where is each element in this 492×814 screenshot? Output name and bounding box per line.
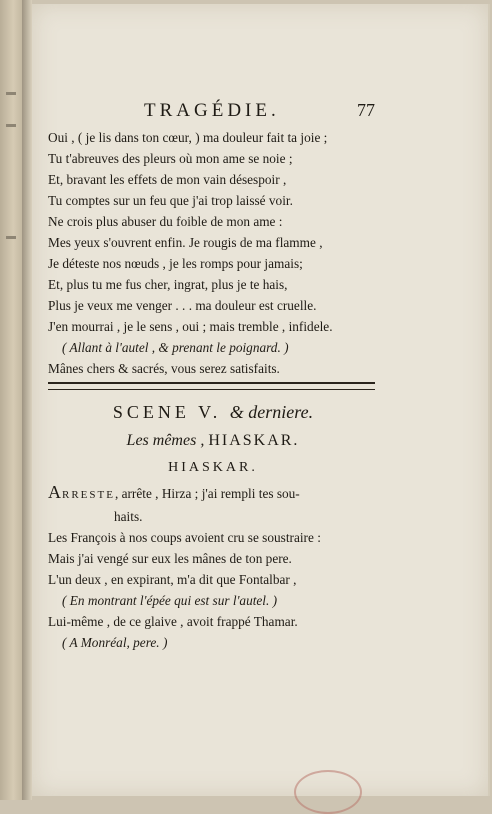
speech-first-line-text: , arrête , Hirza ; j'ai rempli tes sou- bbox=[114, 486, 300, 501]
small-caps-word: RRESTE bbox=[62, 489, 115, 501]
scene-divider-rule bbox=[48, 382, 375, 390]
verse-line: Tu t'abreuves des pleurs où mon ame se noie ; bbox=[48, 151, 293, 166]
facing-page-edge bbox=[0, 0, 22, 800]
drop-cap: A bbox=[48, 482, 62, 502]
scene-title bbox=[32, 402, 394, 423]
verse-line: Mes yeux s'ouvrent enfin. Je rougis de ma flamme , bbox=[48, 235, 323, 250]
verse-block-bottom bbox=[48, 482, 378, 653]
library-stamp bbox=[294, 770, 362, 814]
verse-block-top bbox=[48, 127, 378, 379]
page-number: 77 bbox=[357, 100, 375, 120]
ink-mark bbox=[6, 124, 16, 127]
verse-line: Et, bravant les effets de mon vain désespoir , bbox=[48, 172, 287, 187]
verse-line: Mânes chers & sacrés, vous serez satisfaits. bbox=[48, 361, 280, 376]
verse-line: Tu comptes sur un feu que j'ai trop laissé voir. bbox=[48, 193, 293, 208]
page-header bbox=[32, 100, 488, 124]
ink-mark bbox=[6, 92, 16, 95]
scene-number: SCENE V. bbox=[112, 402, 222, 422]
verse-line: Je déteste nos nœuds , je les romps pour jamais; bbox=[48, 256, 303, 271]
ink-mark bbox=[6, 236, 16, 239]
verse-line: Et, plus tu me fus cher, ingrat, plus je te hais, bbox=[48, 277, 288, 292]
book-page bbox=[32, 4, 490, 796]
verse-line: Les François à nos coups avoient cru se soustraire : bbox=[48, 530, 321, 545]
verse-line: Lui-même , de ce glaive , avoit frappé Thamar. bbox=[48, 614, 298, 629]
verse-line: Oui , ( je lis dans ton cœur, ) ma douleur fait ta joie ; bbox=[48, 130, 328, 145]
characters-line bbox=[32, 432, 394, 450]
verse-line: L'un deux , en expirant, m'a dit que Fontalbar , bbox=[48, 572, 297, 587]
book-gutter bbox=[22, 0, 32, 800]
verse-line: J'en mourrai , je le sens , oui ; mais tremble , infidele. bbox=[48, 319, 333, 334]
character-name: HIASKAR. bbox=[208, 432, 300, 449]
speech-first-line bbox=[48, 482, 378, 506]
verse-line: Mais j'ai vengé sur eux les mânes de ton pere. bbox=[48, 551, 292, 566]
stage-direction: ( En montrant l'épée qui est sur l'autel. ) bbox=[62, 593, 278, 608]
characters-prefix: Les mêmes , bbox=[126, 432, 205, 449]
stage-direction: ( Allant à l'autel , & prenant le poignard. ) bbox=[62, 340, 289, 355]
running-title: TRAGÉDIE. bbox=[144, 100, 280, 121]
verse-line: Ne crois plus abuser du foible de mon ame : bbox=[48, 214, 283, 229]
verse-line: Plus je veux me venger . . . ma douleur est cruelle. bbox=[48, 298, 317, 313]
stage-direction: ( A Monréal, pere. ) bbox=[62, 635, 168, 650]
scene-subtitle: & derniere. bbox=[229, 402, 314, 422]
speaker-name: HIASKAR. bbox=[168, 460, 258, 475]
speech-continuation: haits. bbox=[114, 509, 143, 524]
